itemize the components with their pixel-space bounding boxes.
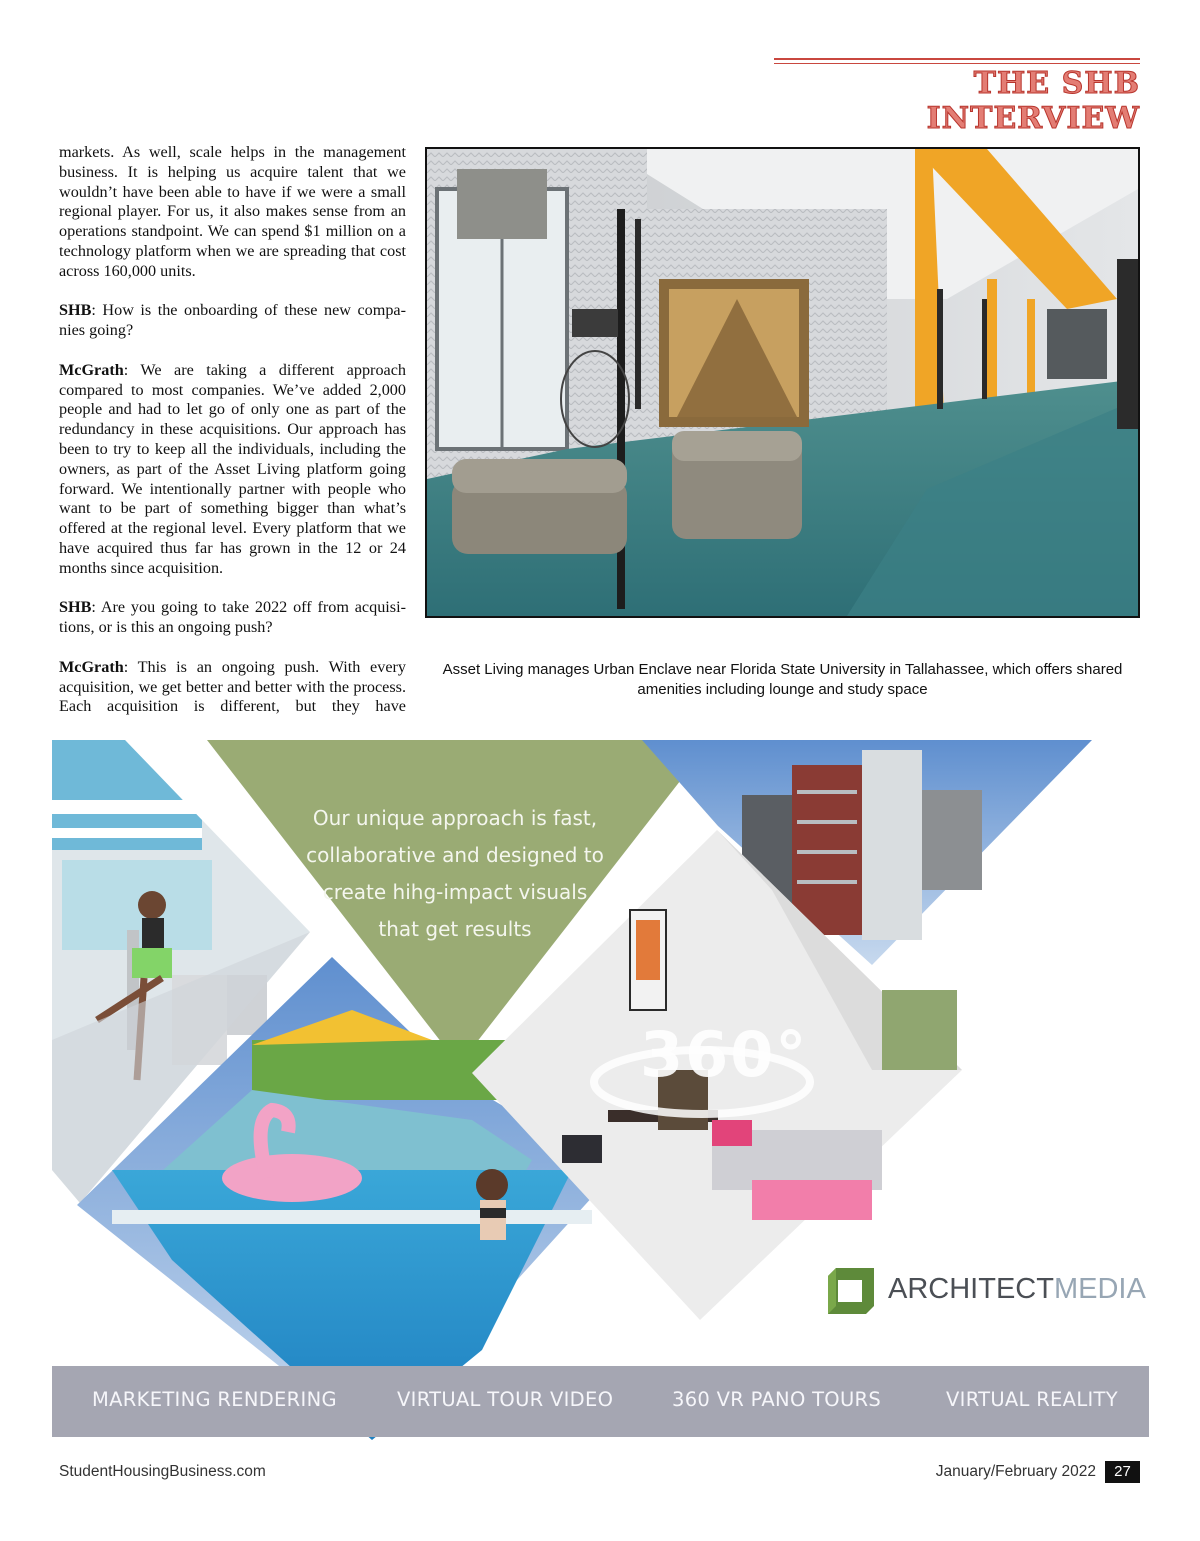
tagline-line: create hihg-impact visuals [322, 880, 588, 904]
answer-paragraph [59, 361, 406, 579]
answer-text: : This is an ongoing push. With every acquisition, we get better and better with the process. Each acquisition is different, but they have [59, 657, 406, 716]
architectmedia-logo-icon [828, 1268, 876, 1314]
photo-caption: Asset Living manages Urban Enclave near Florida State University in Tallahassee, which offers shared amenities including lounge and study space [442, 661, 1123, 698]
ad-tagline [260, 800, 650, 948]
question-paragraph [59, 598, 406, 638]
service-item: MARKETING RENDERING [92, 1388, 337, 1411]
architectmedia-logo-text [888, 1273, 1146, 1306]
answer-text: : We are taking a different approach compared to most companies. We’ve added 2,000 people and had to let go of only one as part of the redundancy in these acquisitions. Our approach has been to try to keep all the individuals, including the owners, as part of the Asset Living platform going forward. We intentionally partner with people who want to be part of something bigger than what’s offered at the regional level. Every platform that we have acquired thus far has grown in the 12 or 24 months since acquisition. [59, 360, 406, 577]
page-number: 27 [1105, 1461, 1140, 1483]
tagline-line: collaborative and designed to [306, 843, 604, 867]
badge-360: 360° [640, 1018, 809, 1091]
speaker-label: McGrath [59, 657, 124, 676]
question-paragraph [59, 301, 406, 341]
service-item: VIRTUAL REALITY [946, 1388, 1118, 1411]
logo-part2: MEDIA [1053, 1273, 1146, 1305]
logo-part1: ARCHITECT [888, 1273, 1054, 1305]
service-item: 360 VR PANO TOURS [672, 1388, 882, 1411]
tagline-line: that get results [378, 917, 532, 941]
footer-issue: January/February 2022 [935, 1463, 1096, 1480]
lounge-photo [425, 147, 1140, 618]
article-body [59, 143, 406, 737]
section-title: THE SHB INTERVIEW [926, 66, 1140, 136]
question-text: : How is the onboarding of these new companies going? [59, 301, 406, 340]
answer-paragraph [59, 658, 406, 717]
lounge-illustration [427, 149, 1138, 616]
service-item: VIRTUAL TOUR VIDEO [397, 1388, 614, 1411]
speaker-label: SHB [59, 301, 92, 320]
header-rule [774, 58, 1140, 64]
speaker-label: SHB [59, 598, 92, 617]
question-text: : Are you going to take 2022 off from acquisitions, or is this an ongoing push? [59, 598, 406, 637]
footer-website: StudentHousingBusiness.com [59, 1463, 266, 1480]
paragraph: markets. As well, scale helps in the management business. It is helping us acquire talent that we wouldn’t have been able to have if we were a small regional player. For us, it also makes sense from an operations standpoint. We can spend $1 million on a technology platform when we are spreading that cost across 160,000 units. [59, 143, 406, 280]
speaker-label: McGrath [59, 360, 124, 379]
tagline-line: Our unique approach is fast, [312, 806, 598, 830]
